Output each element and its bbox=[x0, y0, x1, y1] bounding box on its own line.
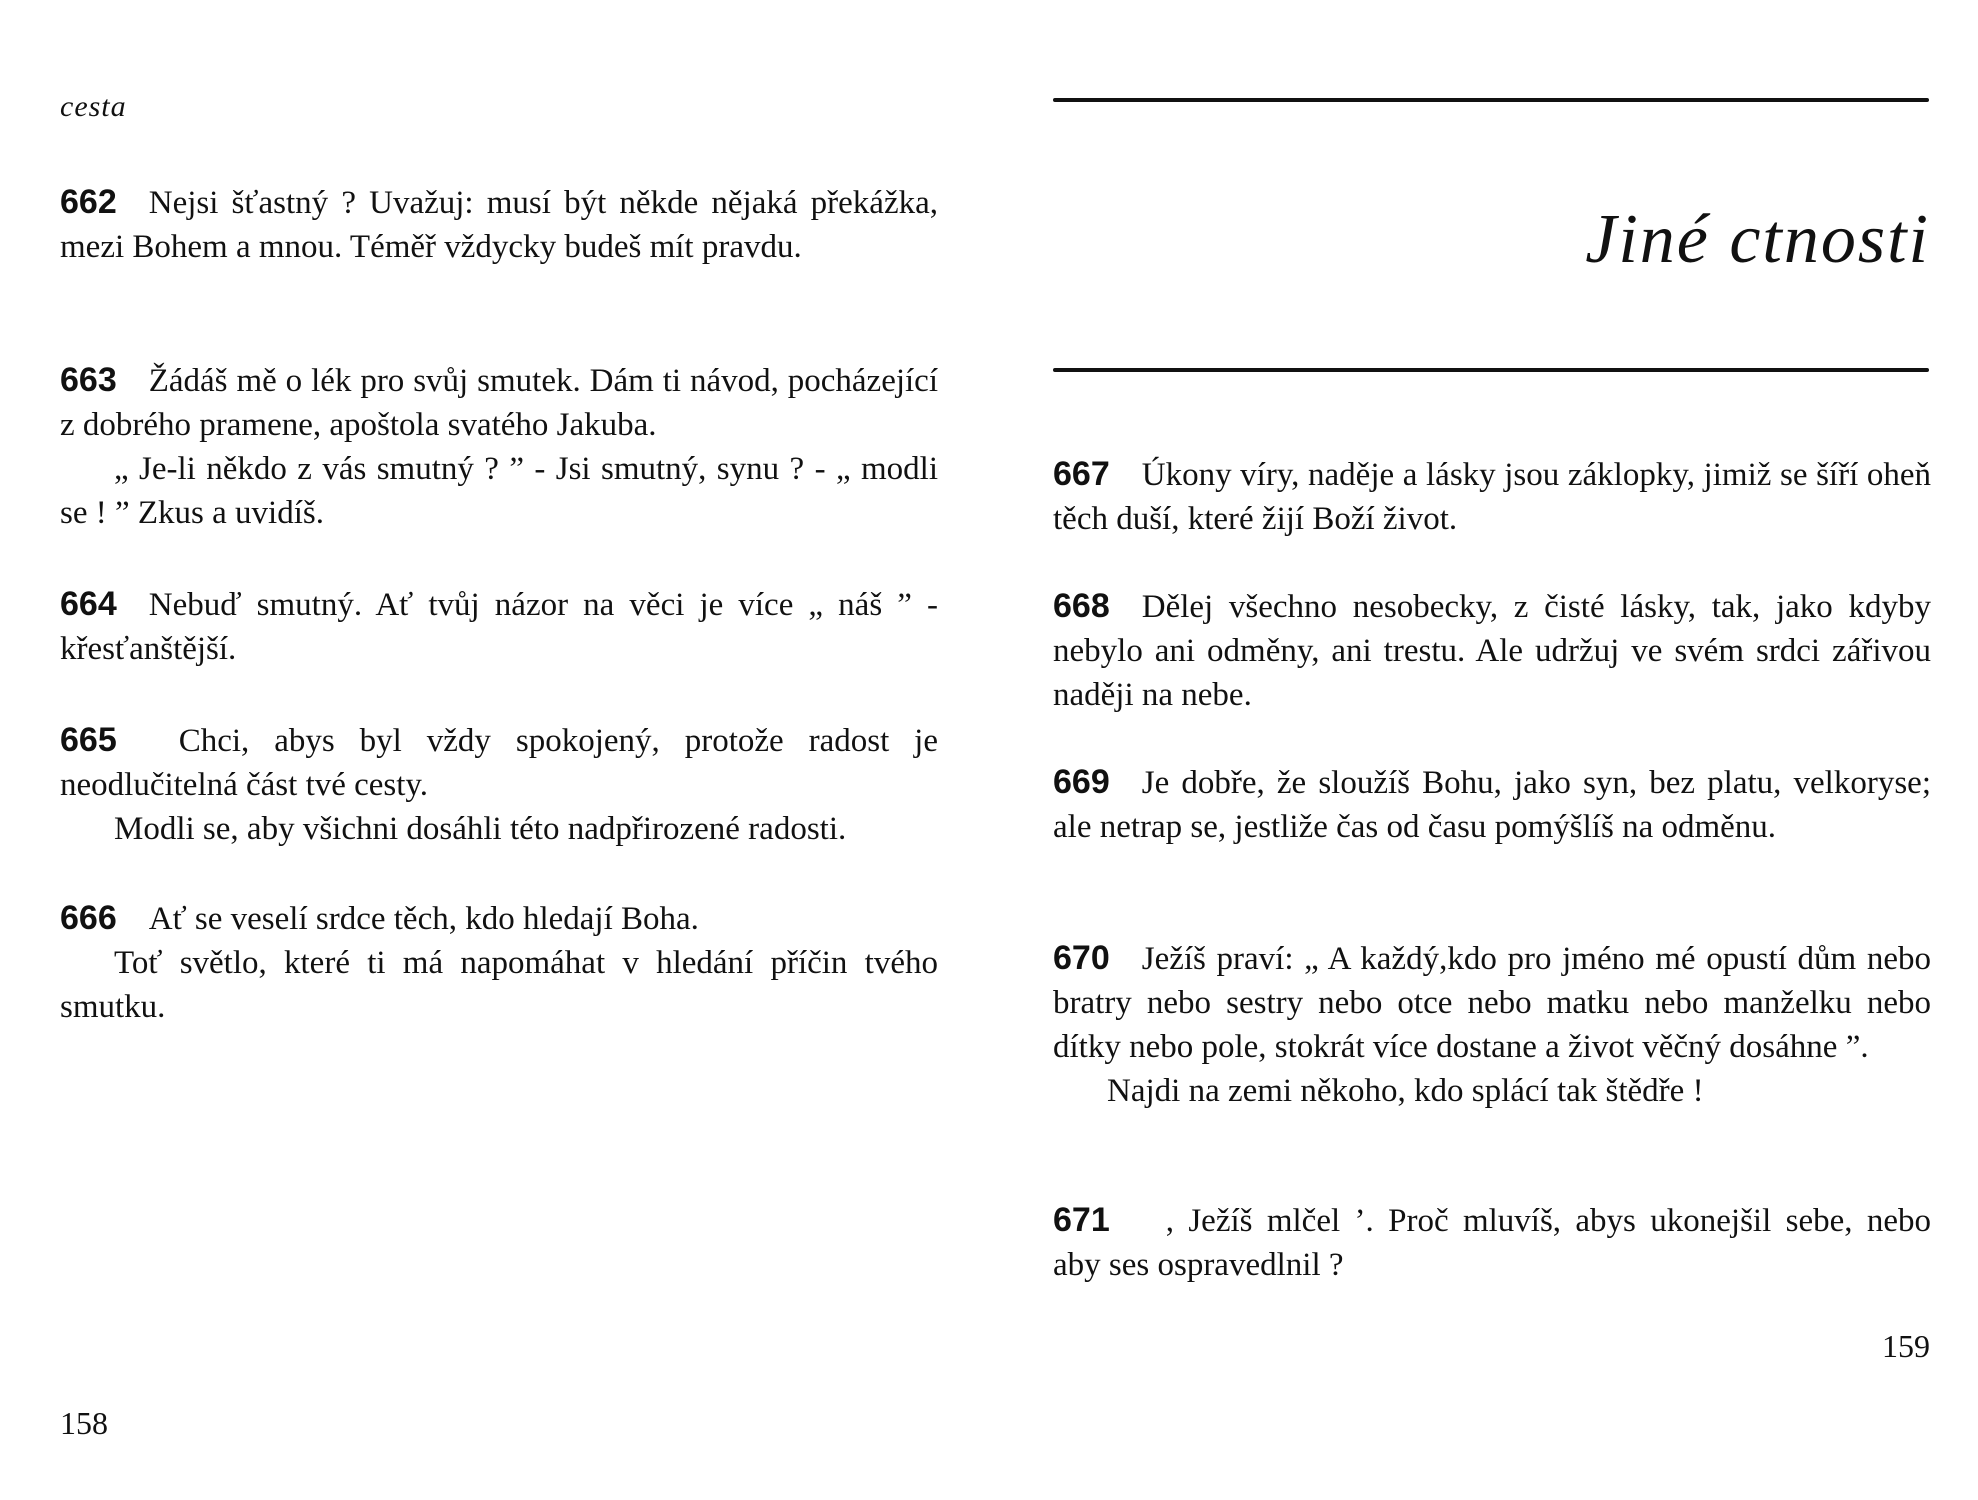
entry-670 bbox=[1053, 936, 1931, 1113]
entry-text: , Ježíš mlčel ’. Proč mluvíš, abys ukonejšil sebe, nebo aby ses ospravedlnil ? bbox=[1053, 1203, 1931, 1283]
entry-text: Ježíš praví: „ A každý,kdo pro jméno mé opustí dům nebo bratry nebo sestry nebo otce nebo matku nebo manželku nebo dítky nebo pole, stokrát více dostane a život věčný dosáhne ”. bbox=[1053, 941, 1931, 1065]
entry-665 bbox=[60, 718, 938, 851]
running-head: cesta bbox=[60, 90, 127, 123]
entry-666 bbox=[60, 896, 938, 1029]
entry-number: 671 bbox=[1053, 1201, 1110, 1239]
entry-number: 669 bbox=[1053, 763, 1110, 801]
entry-text: Toť světlo, které ti má napomáhat v hledání příčin tvého smutku. bbox=[60, 945, 938, 1025]
entry-number: 667 bbox=[1053, 455, 1110, 493]
entry-text: „ Je-li někdo z vás smutný ? ” - Jsi smutný, synu ? - „ modli se ! ” Zkus a uvidíš. bbox=[60, 451, 938, 531]
entry-text: Úkony víry, naděje a lásky jsou záklopky, jimiž se šíří oheň těch duší, které žijí Boží život. bbox=[1053, 457, 1931, 537]
entry-text: Ať se veselí srdce těch, kdo hledají Boha. bbox=[148, 901, 699, 937]
entry-669 bbox=[1053, 760, 1931, 849]
entry-text: Žádáš mě o lék pro svůj smutek. Dám ti návod, pocházející z dobrého pramene, apoštola svatého Jakuba. bbox=[60, 363, 938, 443]
entry-text: Nejsi šťastný ? Uvažuj: musí být někde nějaká překážka, mezi Bohem a mnou. Téměř vždycky budeš mít pravdu. bbox=[60, 185, 938, 265]
bottom-rule bbox=[1053, 368, 1929, 372]
entry-text: Dělej všechno nesobecky, z čisté lásky, tak, jako kdyby nebylo ani odměny, ani trestu. Ale udržuj ve svém srdci zářivou naději na nebe. bbox=[1053, 589, 1931, 713]
page-number: 159 bbox=[1882, 1328, 1930, 1364]
entry-668 bbox=[1053, 584, 1931, 717]
entry-number: 666 bbox=[60, 899, 117, 937]
entry-text: Je dobře, že sloužíš Bohu, jako syn, bez platu, velkoryse; ale netrap se, jestliže čas od času pomýšlíš na odměnu. bbox=[1053, 765, 1931, 845]
entry-text: Modli se, aby všichni dosáhli této nadpřirozené radosti. bbox=[114, 811, 847, 847]
entry-number: 665 bbox=[60, 721, 117, 759]
entry-number: 668 bbox=[1053, 587, 1110, 625]
page-number: 158 bbox=[60, 1405, 108, 1441]
entry-number: 670 bbox=[1053, 939, 1110, 977]
entry-663 bbox=[60, 358, 938, 535]
entry-text: Chci, abys byl vždy spokojený, protože radost je neodlučitelná část tvé cesty. bbox=[60, 723, 938, 803]
entry-667 bbox=[1053, 452, 1931, 541]
entry-text: Nebuď smutný. Ať tvůj názor na věci je více „ náš ” - křesťanštější. bbox=[60, 587, 938, 667]
chapter-title: Jiné ctnosti bbox=[1585, 201, 1930, 278]
entry-number: 664 bbox=[60, 585, 117, 623]
entry-number: 662 bbox=[60, 183, 117, 221]
right-page bbox=[989, 0, 1978, 1500]
entry-664 bbox=[60, 582, 938, 671]
top-rule bbox=[1053, 98, 1929, 102]
entry-662 bbox=[60, 180, 938, 269]
entry-number: 663 bbox=[60, 361, 117, 399]
entry-671 bbox=[1053, 1198, 1931, 1287]
entry-text: Najdi na zemi někoho, kdo splácí tak štědře ! bbox=[1107, 1073, 1704, 1109]
